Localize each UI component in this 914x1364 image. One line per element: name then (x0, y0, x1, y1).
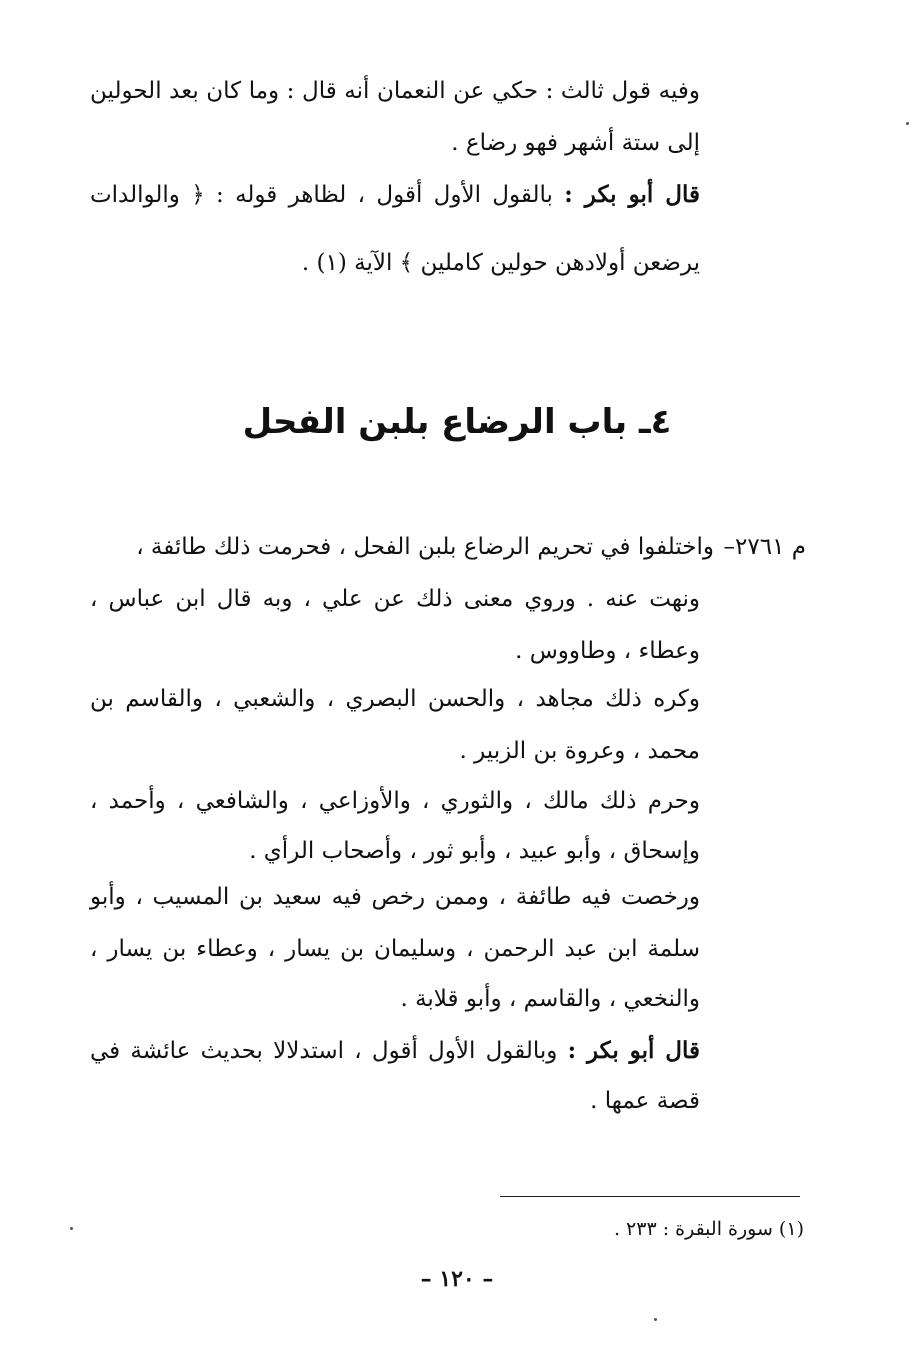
footnote-divider (500, 1196, 800, 1197)
text-line: ورخصت فيه طائفة ، وممن رخص فيه سعيد بن المسيب ، وأبو (90, 884, 700, 910)
text-line: سلمة ابن عبد الرحمن ، وسليمان بن يسار ، وعطاء بن يسار ، (90, 936, 700, 962)
page-number: – ١٢٠ – (420, 1266, 494, 1292)
text-line: وفيه قول ثالث : حكي عن النعمان أنه قال : وما كان بعد الحولين (90, 78, 700, 104)
text-span: وبالقول الأول أقول ، استدلالا بحديث عائشة في (90, 1038, 568, 1064)
text-line: وإسحاق ، وأبو عبيد ، وأبو ثور ، وأصحاب الرأي . (249, 838, 700, 864)
text-line: وعطاء ، وطاووس . (515, 638, 700, 664)
quran-verse-line: يرضعن أولادهن حولين كاملين ﴾ الآية (١) . (301, 250, 700, 276)
entry-number: م ٢٧٦١– (723, 534, 806, 560)
scan-speck (906, 122, 909, 125)
scan-speck (654, 1318, 657, 1321)
footnote: (١) سورة البقرة : ٢٣٣ . (613, 1218, 804, 1240)
text-line (90, 180, 700, 210)
text-line: ونهت عنه . وروي معنى ذلك عن علي ، وبه قال ابن عباس ، (90, 586, 700, 612)
text-line: وحرم ذلك مالك ، والثوري ، والأوزاعي ، والشافعي ، وأحمد ، (90, 788, 700, 814)
text-line (90, 1036, 700, 1066)
text-line: وكره ذلك مجاهد ، والحسن البصري ، والشعبي ، والقاسم بن (90, 686, 700, 712)
speaker-label: قال أبو بكر : (567, 1037, 700, 1064)
chapter-heading: ٤ـ باب الرضاع بلبن الفحل (242, 402, 672, 442)
text-line: محمد ، وعروة بن الزبير . (459, 738, 700, 764)
speaker-label: قال أبو بكر : (564, 181, 700, 208)
text-line: واختلفوا في تحريم الرضاع بلبن الفحل ، فحرمت ذلك طائفة ، (136, 534, 714, 560)
text-line: قصة عمها . (590, 1088, 700, 1114)
text-line: والنخعي ، والقاسم ، وأبو قلابة . (400, 986, 700, 1012)
scan-speck (70, 1227, 73, 1230)
text-line: إلى ستة أشهر فهو رضاع . (451, 130, 700, 156)
text-span: بالقول الأول أقول ، لظاهر قوله : ﴿ والوالدات (90, 182, 565, 208)
